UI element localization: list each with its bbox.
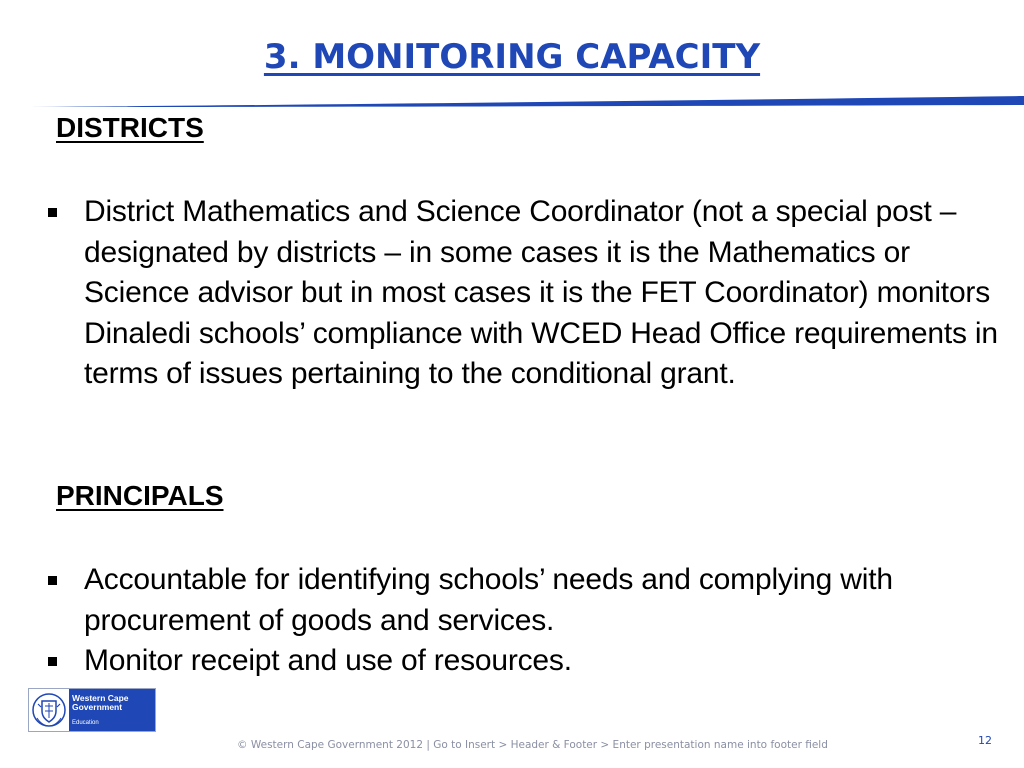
principals-bullet-list (0, 560, 1014, 682)
page-number: 12 (978, 734, 992, 747)
slide-title-text: 3. MONITORING CAPACITY (263, 37, 761, 77)
coat-of-arms-icon (31, 691, 67, 729)
logo-text-block (69, 689, 155, 731)
list-item (0, 192, 1014, 395)
districts-heading: DISTRICTS (56, 112, 204, 143)
list-item (0, 641, 1014, 682)
square-bullet-icon (48, 576, 57, 585)
logo-subtitle: Education (72, 720, 99, 726)
square-bullet-icon (48, 208, 57, 217)
list-item (0, 560, 1014, 641)
title-divider-rule (0, 94, 1024, 110)
bullet-text: Accountable for identifying schools’ needs and complying with procurement of goods and services. (84, 563, 893, 637)
bullet-text: Monitor receipt and use of resources. (84, 644, 572, 677)
bullet-text: District Mathematics and Science Coordinator (not a special post – designated by districts – in some cases it is the Mathematics or Science advisor but in most cases it is the FET Coordinator) monitors Dinaledi schools’ compliance with WCED Head Office requirements in terms of issues pertaining to the conditional grant. (84, 195, 998, 390)
western-cape-government-logo (28, 688, 156, 732)
principals-heading: PRINCIPALS (56, 480, 224, 511)
square-bullet-icon (48, 657, 57, 666)
logo-text-line2: Government (72, 702, 123, 712)
footer-text: © Western Cape Government 2012 | Go to Insert > Header & Footer > Enter presentation name into footer field (237, 739, 828, 751)
slide-title (0, 34, 1024, 80)
districts-bullet-list (0, 192, 1014, 395)
logo-text-line1: Western Cape (72, 693, 129, 703)
